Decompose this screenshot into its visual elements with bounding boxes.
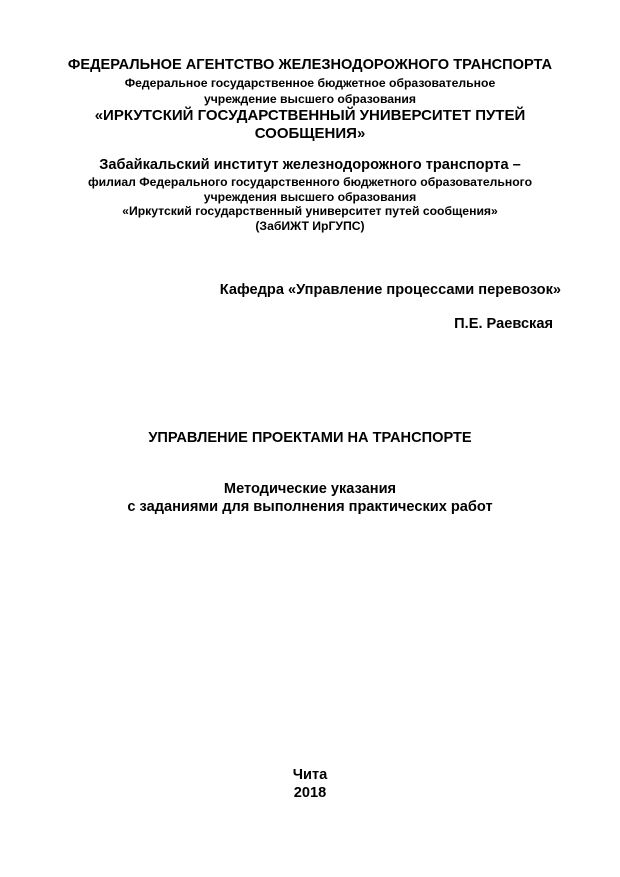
subtitle-line-2: с заданиями для выполнения практических работ bbox=[127, 499, 493, 515]
city: Чита bbox=[292, 767, 328, 783]
department-name: Кафедра «Управление процессами перевозок» bbox=[219, 282, 561, 298]
branch-abbreviation: (ЗабИЖТ ИрГУПС) bbox=[255, 219, 365, 233]
subtitle-line-1: Методические указания bbox=[223, 481, 397, 497]
branch-line-4: «Иркутский государственный университет путей сообщения» bbox=[122, 204, 498, 218]
university-name-line-1: «ИРКУТСКИЙ ГОСУДАРСТВЕННЫЙ УНИВЕРСИТЕТ ПУТЕЙ bbox=[94, 107, 526, 124]
institution-type-line-2: учреждение высшего образования bbox=[203, 92, 417, 106]
institution-type-line-1: Федеральное государственное бюджетное образовательное bbox=[124, 76, 496, 90]
branch-name: Забайкальский институт железнодорожного транспорта – bbox=[99, 157, 521, 173]
year: 2018 bbox=[293, 785, 327, 801]
branch-line-2: филиал Федерального государственного бюджетного образовательного bbox=[87, 175, 533, 189]
branch-line-3: учреждения высшего образования bbox=[203, 190, 417, 204]
university-name-line-2: СООБЩЕНИЯ» bbox=[254, 125, 366, 142]
author-name: П.Е. Раевская bbox=[454, 316, 553, 332]
agency-name: ФЕДЕРАЛЬНОЕ АГЕНТСТВО ЖЕЛЕЗНОДОРОЖНОГО ТРАНСПОРТА bbox=[67, 57, 553, 73]
document-title: УПРАВЛЕНИЕ ПРОЕКТАМИ НА ТРАНСПОРТЕ bbox=[148, 430, 472, 446]
